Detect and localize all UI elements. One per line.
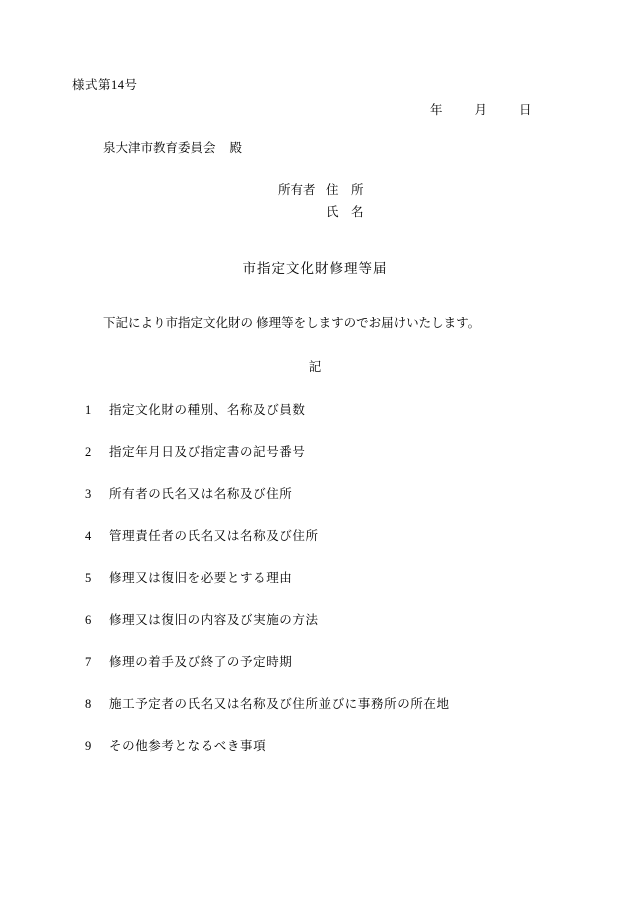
date-line: [430, 100, 532, 118]
item-text: 指定文化財の種別、名称及び員数: [109, 403, 306, 417]
owner-address-row: [278, 179, 364, 201]
list-item: [85, 652, 585, 694]
owner-address-label: 住 所: [326, 183, 364, 197]
item-number: 3: [85, 487, 92, 501]
document-title: 市指定文化財修理等届: [242, 261, 388, 276]
addressee: [103, 138, 242, 156]
item-number: 4: [85, 529, 92, 543]
owner-name-row: [278, 201, 364, 223]
item-text: 修理の着手及び終了の予定時期: [109, 655, 293, 669]
item-text: 管理責任者の氏名又は名称及び住所: [109, 529, 319, 543]
item-list: [85, 400, 585, 778]
item-text: 修理又は復旧の内容及び実施の方法: [109, 613, 319, 627]
item-number: 9: [85, 739, 92, 753]
list-item: [85, 568, 585, 610]
form-number: 様式第14号: [72, 78, 138, 92]
item-text: 修理又は復旧を必要とする理由: [109, 571, 293, 585]
list-item: [85, 694, 585, 736]
item-text: その他参考となるべき事項: [109, 739, 267, 753]
item-text: 施工予定者の氏名又は名称及び住所並びに事務所の所在地: [109, 697, 450, 711]
list-item: [85, 442, 585, 484]
list-item: [85, 484, 585, 526]
item-number: 5: [85, 571, 92, 585]
owner-block: [278, 179, 364, 223]
list-item: [85, 610, 585, 652]
ki-mark: 記: [308, 360, 322, 374]
addressee-name: 泉大津市教育委員会: [103, 141, 216, 155]
item-text: 所有者の氏名又は名称及び住所: [109, 487, 293, 501]
owner-name-label: 氏 名: [326, 205, 364, 219]
date-year-label: 年: [430, 103, 443, 117]
item-number: 6: [85, 613, 92, 627]
list-item: [85, 526, 585, 568]
addressee-honorific: 殿: [229, 141, 243, 155]
owner-label: 所有者: [278, 183, 316, 197]
date-month-label: 月: [474, 103, 488, 117]
list-item: [85, 736, 585, 778]
date-day-label: 日: [519, 103, 532, 117]
item-number: 1: [85, 403, 92, 417]
item-number: 7: [85, 655, 92, 669]
item-number: 8: [85, 697, 92, 711]
item-text: 指定年月日及び指定書の記号番号: [109, 445, 306, 459]
list-item: [85, 400, 585, 442]
item-number: 2: [85, 445, 92, 459]
intro-text: 下記により市指定文化財の 修理等をしますのでお届けいたします。: [103, 316, 481, 330]
